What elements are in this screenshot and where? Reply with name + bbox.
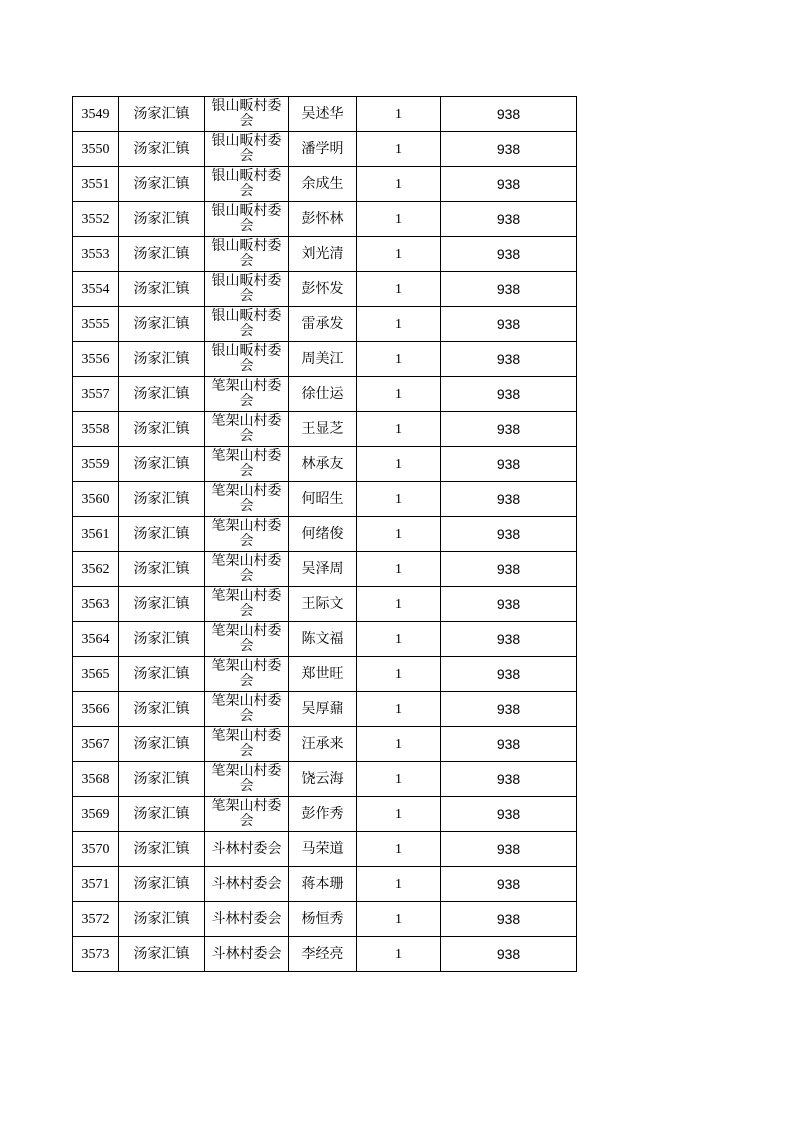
count-cell: 1 bbox=[357, 412, 441, 447]
amount-cell: 938 bbox=[441, 622, 577, 657]
name-cell: 饶云海 bbox=[289, 762, 357, 797]
village-cell: 银山畈村委会 bbox=[205, 202, 289, 237]
village-cell: 银山畈村委会 bbox=[205, 237, 289, 272]
table-row bbox=[73, 377, 577, 412]
row-id-cell: 3553 bbox=[73, 237, 119, 272]
row-id-cell: 3567 bbox=[73, 727, 119, 762]
table-row bbox=[73, 412, 577, 447]
table-row bbox=[73, 937, 577, 972]
table-row bbox=[73, 867, 577, 902]
name-cell: 吴述华 bbox=[289, 97, 357, 132]
name-cell: 杨恒秀 bbox=[289, 902, 357, 937]
village-cell: 笔架山村委会 bbox=[205, 517, 289, 552]
name-cell: 王显芝 bbox=[289, 412, 357, 447]
town-cell: 汤家汇镇 bbox=[119, 937, 205, 972]
table-row bbox=[73, 797, 577, 832]
table-row bbox=[73, 657, 577, 692]
count-cell: 1 bbox=[357, 342, 441, 377]
count-cell: 1 bbox=[357, 867, 441, 902]
village-cell: 银山畈村委会 bbox=[205, 272, 289, 307]
count-cell: 1 bbox=[357, 587, 441, 622]
village-cell: 笔架山村委会 bbox=[205, 762, 289, 797]
table-row bbox=[73, 727, 577, 762]
name-cell: 何昭生 bbox=[289, 482, 357, 517]
village-cell: 笔架山村委会 bbox=[205, 377, 289, 412]
village-cell: 银山畈村委会 bbox=[205, 307, 289, 342]
town-cell: 汤家汇镇 bbox=[119, 342, 205, 377]
amount-cell: 938 bbox=[441, 762, 577, 797]
row-id-cell: 3550 bbox=[73, 132, 119, 167]
row-id-cell: 3562 bbox=[73, 552, 119, 587]
village-cell: 笔架山村委会 bbox=[205, 447, 289, 482]
table-row bbox=[73, 832, 577, 867]
town-cell: 汤家汇镇 bbox=[119, 762, 205, 797]
count-cell: 1 bbox=[357, 692, 441, 727]
amount-cell: 938 bbox=[441, 167, 577, 202]
amount-cell: 938 bbox=[441, 132, 577, 167]
amount-cell: 938 bbox=[441, 377, 577, 412]
village-cell: 笔架山村委会 bbox=[205, 622, 289, 657]
count-cell: 1 bbox=[357, 237, 441, 272]
name-cell: 刘光清 bbox=[289, 237, 357, 272]
table-row bbox=[73, 307, 577, 342]
amount-cell: 938 bbox=[441, 447, 577, 482]
village-cell: 银山畈村委会 bbox=[205, 97, 289, 132]
town-cell: 汤家汇镇 bbox=[119, 622, 205, 657]
name-cell: 马荣道 bbox=[289, 832, 357, 867]
amount-cell: 938 bbox=[441, 657, 577, 692]
town-cell: 汤家汇镇 bbox=[119, 867, 205, 902]
town-cell: 汤家汇镇 bbox=[119, 797, 205, 832]
name-cell: 余成生 bbox=[289, 167, 357, 202]
table-row bbox=[73, 902, 577, 937]
row-id-cell: 3572 bbox=[73, 902, 119, 937]
amount-cell: 938 bbox=[441, 272, 577, 307]
table-row bbox=[73, 552, 577, 587]
town-cell: 汤家汇镇 bbox=[119, 447, 205, 482]
name-cell: 何绪俊 bbox=[289, 517, 357, 552]
amount-cell: 938 bbox=[441, 202, 577, 237]
village-cell: 斗林村委会 bbox=[205, 937, 289, 972]
village-cell: 银山畈村委会 bbox=[205, 342, 289, 377]
amount-cell: 938 bbox=[441, 797, 577, 832]
amount-cell: 938 bbox=[441, 97, 577, 132]
row-id-cell: 3563 bbox=[73, 587, 119, 622]
table-row bbox=[73, 517, 577, 552]
row-id-cell: 3570 bbox=[73, 832, 119, 867]
table-row bbox=[73, 237, 577, 272]
row-id-cell: 3556 bbox=[73, 342, 119, 377]
table-row bbox=[73, 272, 577, 307]
table-row bbox=[73, 622, 577, 657]
town-cell: 汤家汇镇 bbox=[119, 377, 205, 412]
table-row bbox=[73, 202, 577, 237]
name-cell: 林承友 bbox=[289, 447, 357, 482]
row-id-cell: 3571 bbox=[73, 867, 119, 902]
count-cell: 1 bbox=[357, 447, 441, 482]
town-cell: 汤家汇镇 bbox=[119, 727, 205, 762]
count-cell: 1 bbox=[357, 202, 441, 237]
table-row bbox=[73, 97, 577, 132]
count-cell: 1 bbox=[357, 657, 441, 692]
row-id-cell: 3555 bbox=[73, 307, 119, 342]
village-cell: 笔架山村委会 bbox=[205, 692, 289, 727]
amount-cell: 938 bbox=[441, 517, 577, 552]
count-cell: 1 bbox=[357, 832, 441, 867]
town-cell: 汤家汇镇 bbox=[119, 552, 205, 587]
count-cell: 1 bbox=[357, 482, 441, 517]
village-cell: 笔架山村委会 bbox=[205, 657, 289, 692]
village-cell: 斗林村委会 bbox=[205, 832, 289, 867]
town-cell: 汤家汇镇 bbox=[119, 832, 205, 867]
amount-cell: 938 bbox=[441, 937, 577, 972]
table-row bbox=[73, 167, 577, 202]
name-cell: 汪承来 bbox=[289, 727, 357, 762]
count-cell: 1 bbox=[357, 762, 441, 797]
count-cell: 1 bbox=[357, 552, 441, 587]
town-cell: 汤家汇镇 bbox=[119, 202, 205, 237]
row-id-cell: 3568 bbox=[73, 762, 119, 797]
row-id-cell: 3564 bbox=[73, 622, 119, 657]
row-id-cell: 3569 bbox=[73, 797, 119, 832]
town-cell: 汤家汇镇 bbox=[119, 167, 205, 202]
village-cell: 笔架山村委会 bbox=[205, 797, 289, 832]
name-cell: 彭怀林 bbox=[289, 202, 357, 237]
village-cell: 笔架山村委会 bbox=[205, 482, 289, 517]
roster-body bbox=[73, 97, 577, 972]
town-cell: 汤家汇镇 bbox=[119, 657, 205, 692]
town-cell: 汤家汇镇 bbox=[119, 132, 205, 167]
village-cell: 笔架山村委会 bbox=[205, 727, 289, 762]
table-row bbox=[73, 447, 577, 482]
amount-cell: 938 bbox=[441, 307, 577, 342]
amount-cell: 938 bbox=[441, 867, 577, 902]
town-cell: 汤家汇镇 bbox=[119, 412, 205, 447]
count-cell: 1 bbox=[357, 272, 441, 307]
row-id-cell: 3560 bbox=[73, 482, 119, 517]
name-cell: 吴泽周 bbox=[289, 552, 357, 587]
amount-cell: 938 bbox=[441, 552, 577, 587]
count-cell: 1 bbox=[357, 307, 441, 342]
town-cell: 汤家汇镇 bbox=[119, 902, 205, 937]
amount-cell: 938 bbox=[441, 342, 577, 377]
amount-cell: 938 bbox=[441, 237, 577, 272]
table-row bbox=[73, 692, 577, 727]
town-cell: 汤家汇镇 bbox=[119, 482, 205, 517]
town-cell: 汤家汇镇 bbox=[119, 587, 205, 622]
table-row bbox=[73, 132, 577, 167]
count-cell: 1 bbox=[357, 937, 441, 972]
table-row bbox=[73, 482, 577, 517]
row-id-cell: 3559 bbox=[73, 447, 119, 482]
village-cell: 笔架山村委会 bbox=[205, 412, 289, 447]
row-id-cell: 3551 bbox=[73, 167, 119, 202]
name-cell: 彭怀发 bbox=[289, 272, 357, 307]
village-cell: 斗林村委会 bbox=[205, 867, 289, 902]
row-id-cell: 3558 bbox=[73, 412, 119, 447]
count-cell: 1 bbox=[357, 517, 441, 552]
amount-cell: 938 bbox=[441, 692, 577, 727]
village-cell: 银山畈村委会 bbox=[205, 132, 289, 167]
roster-table bbox=[72, 96, 577, 972]
count-cell: 1 bbox=[357, 132, 441, 167]
name-cell: 周美江 bbox=[289, 342, 357, 377]
count-cell: 1 bbox=[357, 622, 441, 657]
row-id-cell: 3549 bbox=[73, 97, 119, 132]
amount-cell: 938 bbox=[441, 902, 577, 937]
table-row bbox=[73, 587, 577, 622]
name-cell: 彭作秀 bbox=[289, 797, 357, 832]
town-cell: 汤家汇镇 bbox=[119, 272, 205, 307]
name-cell: 雷承发 bbox=[289, 307, 357, 342]
name-cell: 陈文福 bbox=[289, 622, 357, 657]
name-cell: 潘学明 bbox=[289, 132, 357, 167]
count-cell: 1 bbox=[357, 167, 441, 202]
count-cell: 1 bbox=[357, 727, 441, 762]
amount-cell: 938 bbox=[441, 482, 577, 517]
count-cell: 1 bbox=[357, 902, 441, 937]
amount-cell: 938 bbox=[441, 587, 577, 622]
name-cell: 王际文 bbox=[289, 587, 357, 622]
town-cell: 汤家汇镇 bbox=[119, 307, 205, 342]
row-id-cell: 3554 bbox=[73, 272, 119, 307]
count-cell: 1 bbox=[357, 797, 441, 832]
count-cell: 1 bbox=[357, 97, 441, 132]
count-cell: 1 bbox=[357, 377, 441, 412]
row-id-cell: 3552 bbox=[73, 202, 119, 237]
town-cell: 汤家汇镇 bbox=[119, 692, 205, 727]
village-cell: 笔架山村委会 bbox=[205, 552, 289, 587]
town-cell: 汤家汇镇 bbox=[119, 237, 205, 272]
row-id-cell: 3561 bbox=[73, 517, 119, 552]
row-id-cell: 3573 bbox=[73, 937, 119, 972]
row-id-cell: 3557 bbox=[73, 377, 119, 412]
amount-cell: 938 bbox=[441, 412, 577, 447]
name-cell: 郑世旺 bbox=[289, 657, 357, 692]
name-cell: 蒋本珊 bbox=[289, 867, 357, 902]
amount-cell: 938 bbox=[441, 727, 577, 762]
row-id-cell: 3566 bbox=[73, 692, 119, 727]
town-cell: 汤家汇镇 bbox=[119, 517, 205, 552]
village-cell: 笔架山村委会 bbox=[205, 587, 289, 622]
table-row bbox=[73, 762, 577, 797]
village-cell: 银山畈村委会 bbox=[205, 167, 289, 202]
name-cell: 徐仕运 bbox=[289, 377, 357, 412]
town-cell: 汤家汇镇 bbox=[119, 97, 205, 132]
table-row bbox=[73, 342, 577, 377]
amount-cell: 938 bbox=[441, 832, 577, 867]
row-id-cell: 3565 bbox=[73, 657, 119, 692]
village-cell: 斗林村委会 bbox=[205, 902, 289, 937]
name-cell: 李经亮 bbox=[289, 937, 357, 972]
name-cell: 吴厚鼐 bbox=[289, 692, 357, 727]
